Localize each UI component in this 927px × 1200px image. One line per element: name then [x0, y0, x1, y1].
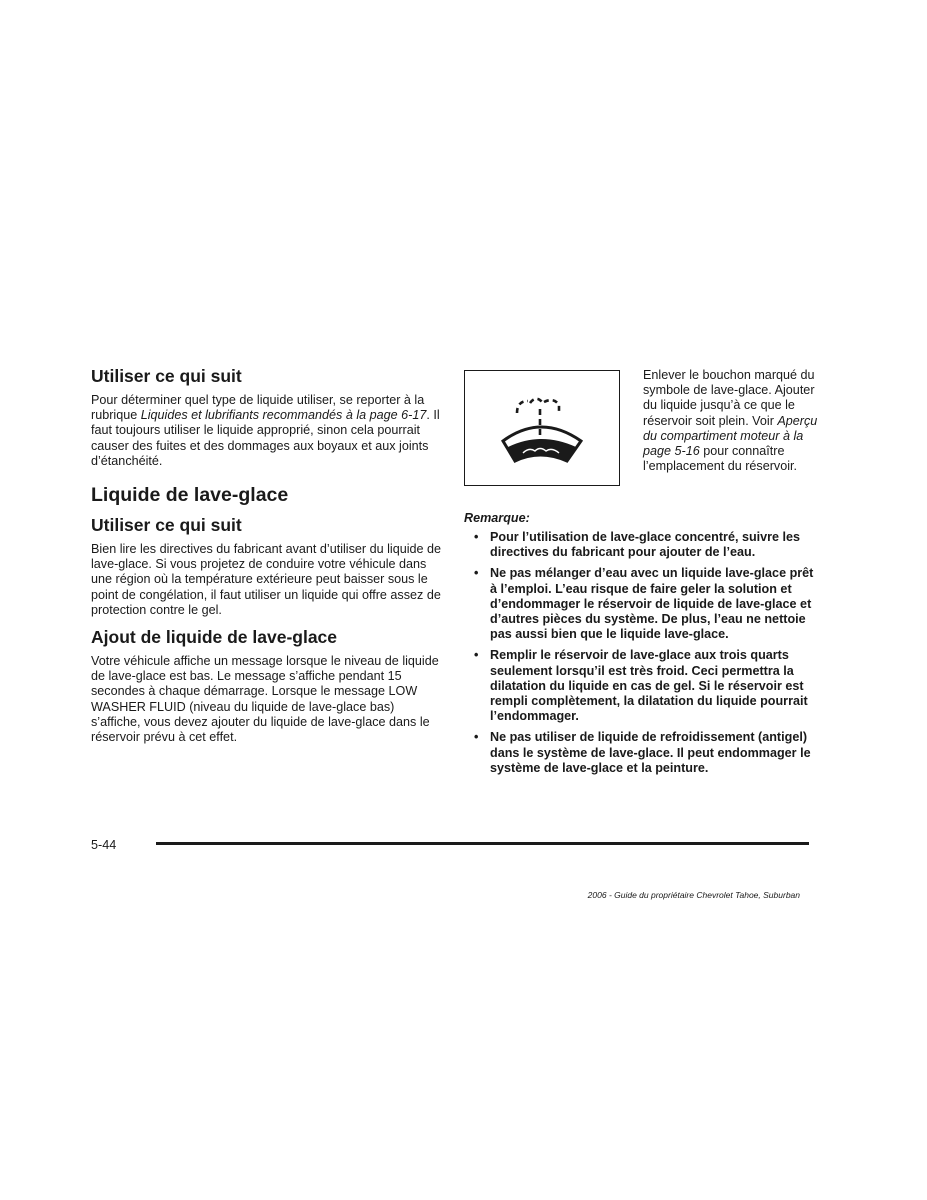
- bullet: •: [474, 566, 479, 581]
- list-item: • Remplir le réservoir de lave-glace aux trois quarts seulement lorsqu’il est très froid. Ceci permettra la dilatation du liquide en cas de gel. Si le réservoir est rempli complètement, la dilatation du liquide pourrait l’endommager.: [474, 648, 808, 724]
- heading-utiliser-1: Utiliser ce qui suit: [91, 366, 242, 386]
- remarque-notice: [464, 511, 814, 782]
- paragraph-directives: Bien lire les directives du fabricant avant d’utiliser du liquide de lave-glace. Si vous projetez de conduire votre véhicule dans une région où la température extérieure peut baisser sous le point de congélation, il faut utiliser un liquide qui offre assez de protection contre le gel.: [91, 542, 442, 617]
- paragraph-fluid-type: Pour déterminer quel type de liquide utiliser, se reporter à la rubrique Liquides et lubrifiants recommandés à la page 6-17. Il faut toujours utiliser le liquide approprié, sinon cela pourrait causer des fuites et des dommages aux boyaux et aux joints d’étanchéité.: [91, 393, 440, 468]
- heading-ajout: Ajout de liquide de lave-glace: [91, 627, 338, 648]
- footer-caption: 2006 - Guide du propriétaire Chevrolet Tahoe, Suburban: [587, 890, 800, 900]
- reference-link-engine-compartment[interactable]: Aperçu du compartiment moteur à la page 5-16: [643, 413, 818, 459]
- washer-fluid-symbol-icon: [501, 391, 583, 469]
- list-item: • Ne pas mélanger d’eau avec un liquide lave-glace prêt à l’emploi. L’eau risque de faire geler la solution et d’endommager le réservoir de liquide de lave-glace et d’autres pièces du système. De plus, l’eau ne nettoie pas aussi bien que le liquide lave-glace.: [474, 566, 814, 642]
- section-title: Liquide de lave-glace: [91, 484, 289, 507]
- bullet: •: [474, 530, 479, 544]
- left-column: [91, 366, 443, 745]
- list-item: • Pour l’utilisation de lave-glace concentré, suivre les directives du fabricant pour ajouter de l’eau.: [474, 530, 801, 560]
- bullet: •: [474, 648, 479, 663]
- reference-link-lubricants[interactable]: Liquides et lubrifiants recommandés à la page 6-17: [140, 408, 427, 423]
- footer-rule: [156, 842, 809, 845]
- washer-symbol-frame: [464, 370, 620, 486]
- notes-list: [464, 530, 814, 776]
- refill-instructions: Enlever le bouchon marqué du symbole de lave-glace. Ajouter du liquide jusqu’à ce que le réservoir soit plein. Voir Aperçu du compartiment moteur à la page 5-16 pour connaître l’emplacement du réservoir.: [643, 368, 818, 474]
- bullet: •: [474, 730, 479, 745]
- remarque-title: Remarque:: [464, 511, 530, 525]
- list-item: • Ne pas utiliser de liquide de refroidissement (antigel) dans le système de lave-glace. Il peut endommager le système de lave-glace et la peinture.: [474, 730, 811, 775]
- paragraph-low-washer-message: Votre véhicule affiche un message lorsque le niveau de liquide de lave-glace est bas. Le message s’affiche pendant 15 secondes à chaque démarrage. Lorsque le message LOW WASHER FLUID (niveau du liquide de lave-glace bas) s’affiche, vous devez ajouter du liquide de lave-glace dans le réservoir prévu à cet effet.: [91, 654, 439, 745]
- page-number: 5-44: [91, 838, 117, 852]
- heading-utiliser-2: Utiliser ce qui suit: [91, 515, 242, 536]
